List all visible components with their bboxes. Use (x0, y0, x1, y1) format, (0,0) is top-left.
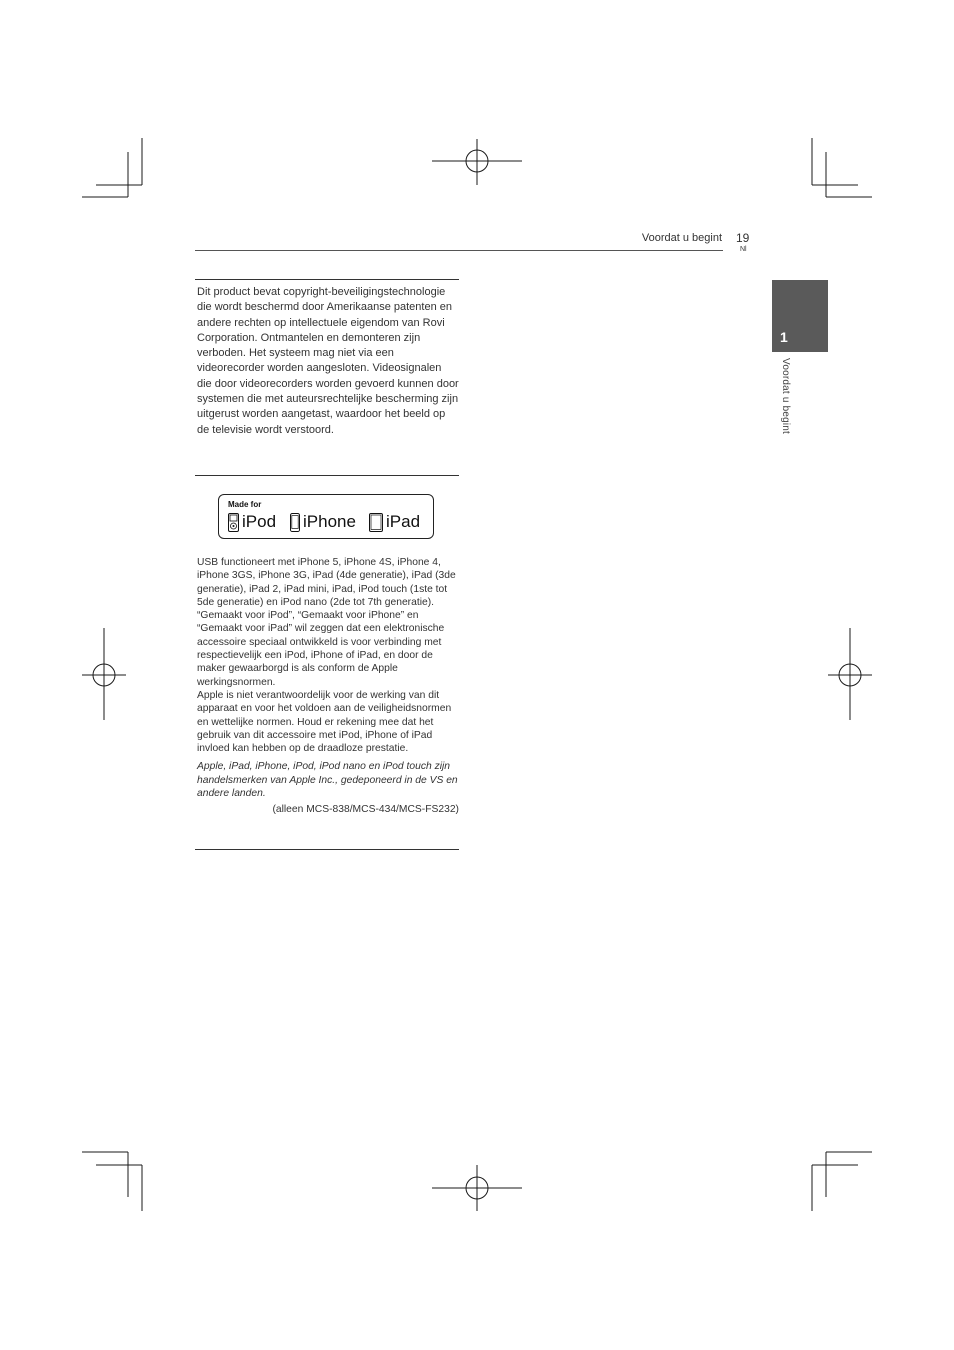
header-section-title: Voordat u begint (641, 232, 722, 244)
usb-compatibility-section (197, 556, 459, 817)
badge-label-iphone: iPhone (303, 512, 356, 531)
ipod-icon (228, 513, 239, 532)
ipad-icon (369, 513, 383, 532)
made-for-apple-badge (218, 494, 434, 539)
badge-label-ipad: iPad (386, 512, 421, 531)
chapter-side-label: Voordat u begint (780, 358, 791, 435)
copyright-notice-box (195, 279, 459, 476)
copyright-notice-text: Dit product bevat copyright-beveiligingstechnologie die wordt beschermd door Amerikaanse patenten en andere rechten op intellectuele eigendom van Rovi Corporation. Ontmantelen en demonteren zijn verboden. Het systeem mag niet via een videorecorder worden aangesloten. Videosignalen die door videorecorders worden gevoerd kunnen door systemen die met auteursrechtelijke bescherming zijn uitgerust worden aangetast, waardoor het beeld op de televisie wordt verstoord. (197, 286, 459, 436)
made-for-explanation-text: “Gemaakt voor iPod”, “Gemaakt voor iPhone” en “Gemaakt voor iPad” wil zeggen dat een elektronische accessoire speciaal ontwikkeld is voor verbinding met respectievelijk een iPod, iPhone of iPad, en door de maker gewaarborgd is als conform de Apple werkingsnormen. (197, 610, 445, 688)
iphone-icon (290, 513, 300, 532)
badge-item-ipod (228, 512, 276, 532)
trademark-notice-text: Apple, iPad, iPhone, iPod, iPod nano en iPod touch zijn handelsmerken van Apple Inc., gedeponeerd in de VS en andere landen. (197, 761, 458, 800)
chapter-number: 1 (780, 329, 788, 345)
badge-item-ipad (369, 512, 420, 532)
apple-disclaimer-text: Apple is niet verantwoordelijk voor de werking van dit apparaat en voor het voldoen aan de veiligheidsnormen en wettelijke normen. Houd er rekening mee dat het gebruik van dit accessoire met iPod, iPhone of iPad invloed kan hebben op de draadloze prestatie. (197, 689, 452, 755)
badge-made-for-label: Made for (228, 500, 262, 509)
badge-item-iphone (290, 512, 356, 532)
section-bottom-rule (195, 849, 459, 850)
usb-compatibility-text: USB functioneert met iPhone 5, iPhone 4S, iPhone 4, iPhone 3GS, iPhone 3G, iPad (4de generatie), iPad (3de generatie), iPad 2, iPad mini, iPad, iPod touch (1ste tot 5de generatie) en iPod nano (2de tot 7th generatie). (197, 557, 456, 608)
badge-label-ipod: iPod (242, 512, 277, 531)
page-number: 19 (736, 231, 750, 245)
models-note-text: (alleen MCS-838/MCS-434/MCS-FS232) (272, 804, 459, 816)
page-language-code: Nl (740, 246, 747, 253)
chapter-tab (772, 280, 828, 352)
header-rule (195, 250, 723, 251)
